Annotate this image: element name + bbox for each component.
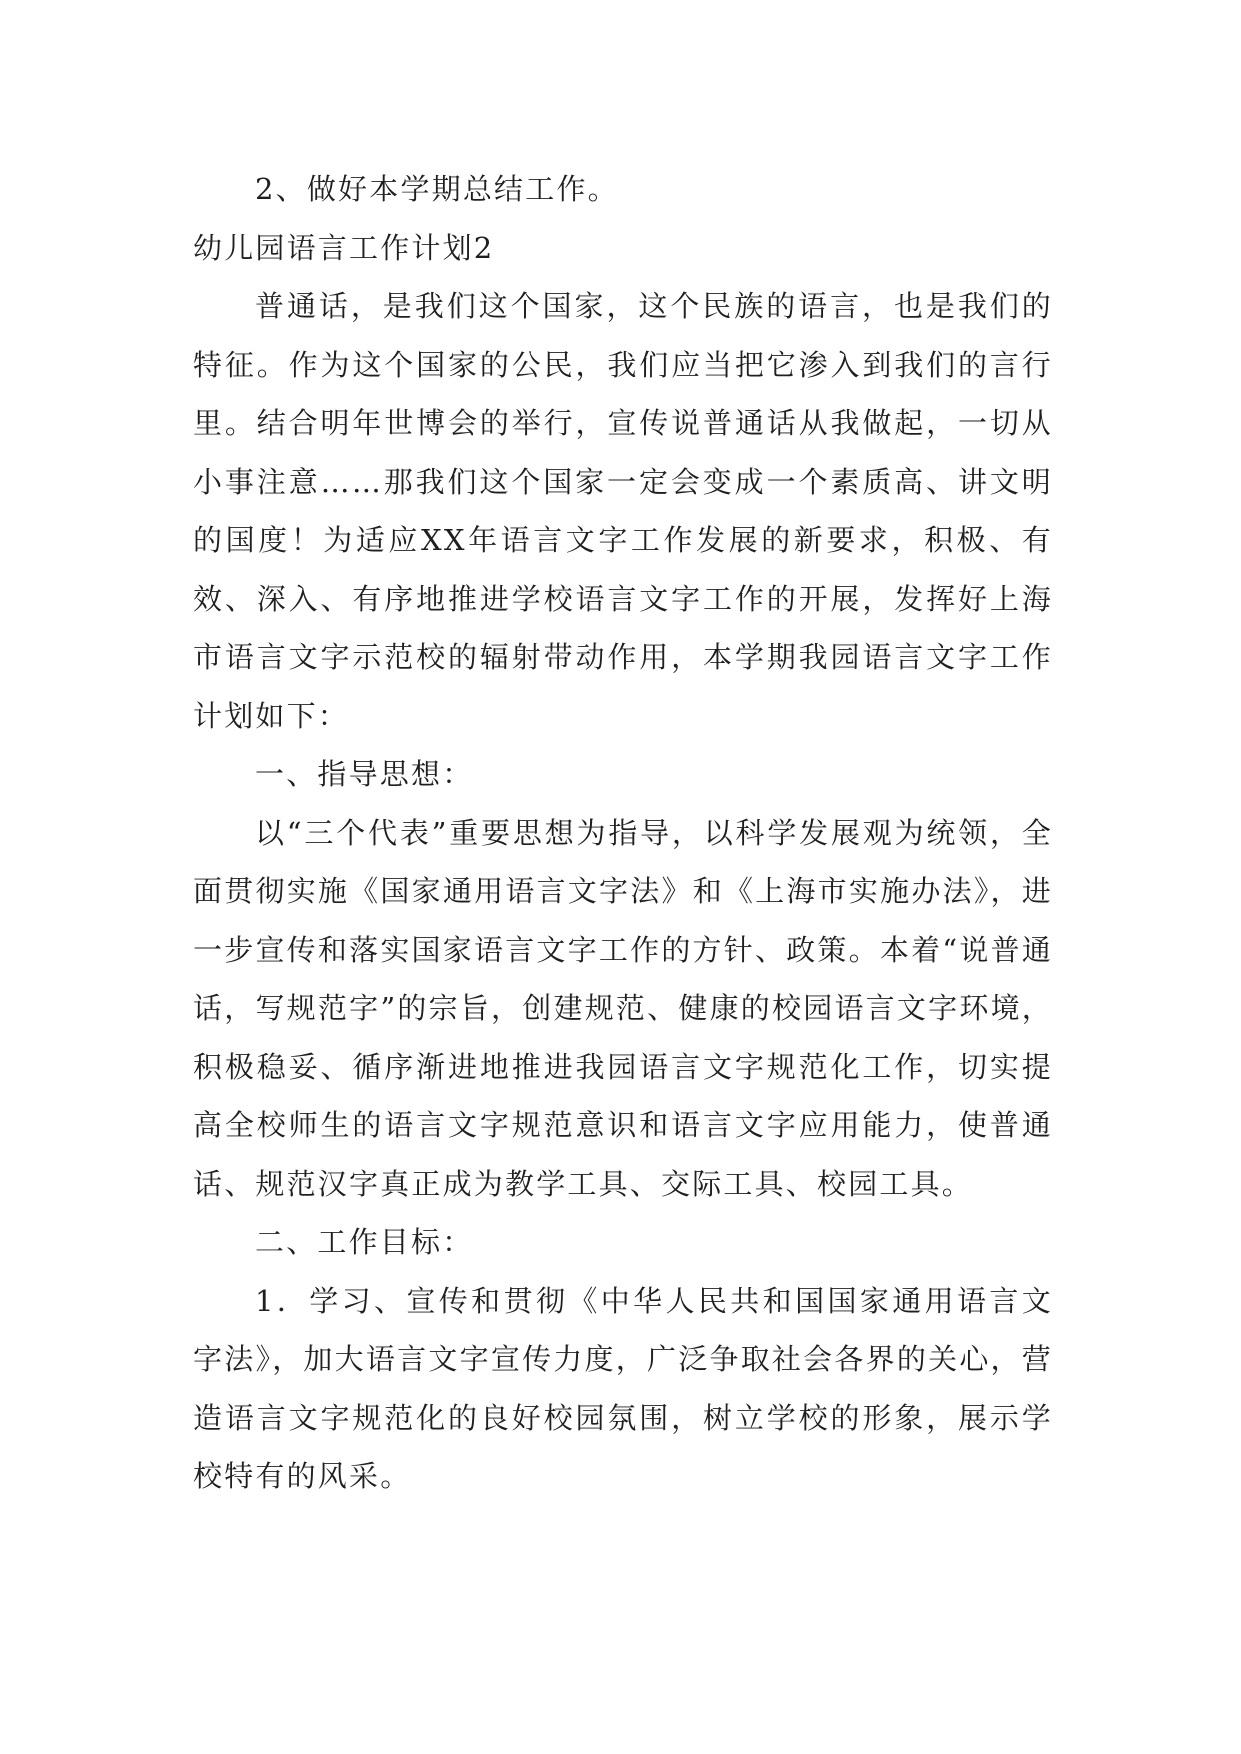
heading-work-goals: 二、工作目标： bbox=[255, 1225, 474, 1259]
section-title: 幼儿园语言工作计划2 bbox=[193, 230, 495, 265]
intro-paragraph: 普通话，是我们这个国家，这个民族的语言，也是我们的特征。作为这个国家的公民，我们应当把它渗入到我们的言行里。结合明年世博会的举行，宣传说普通话从我做起，一切从小事注意……那我们这个国家一定会变成一个素质高、讲文明的国度！为适应XX年语言文字工作发展的新要求，积极、有效、深入、有序地推进学校语言文字工作的开展，发挥好上海市语言文字示范校的辐射带动作用，本学期我园语言文字工作计划如下： bbox=[193, 289, 1053, 733]
guiding-ideology-paragraph: 以“三个代表”重要思想为指导，以科学发展观为统领，全面贯彻实施《国家通用语言文字法》和《上海市实施办法》，进一步宣传和落实国家语言文字工作的方针、政策。本着“说普通话，写规范字”的宗旨，创建规范、健康的校园语言文字环境，积极稳妥、循序渐进地推进我园语言文字规范化工作，切实提高全校师生的语言文字规范意识和语言文字应用能力，使普通话、规范汉字真正成为教学工具、交际工具、校园工具。 bbox=[193, 815, 1053, 1201]
document-body bbox=[193, 160, 1053, 1506]
work-goal-item-1: 1．学习、宣传和贯彻《中华人民共和国国家通用语言文字法》，加大语言文字宣传力度，广泛争取社会各界的关心，营造语言文字规范化的良好校园氛围，树立学校的形象，展示学校特有的风采。 bbox=[193, 1283, 1053, 1493]
list-item-summary: 2、做好本学期总结工作。 bbox=[255, 172, 619, 206]
heading-guiding-ideology: 一、指导思想： bbox=[255, 757, 474, 791]
